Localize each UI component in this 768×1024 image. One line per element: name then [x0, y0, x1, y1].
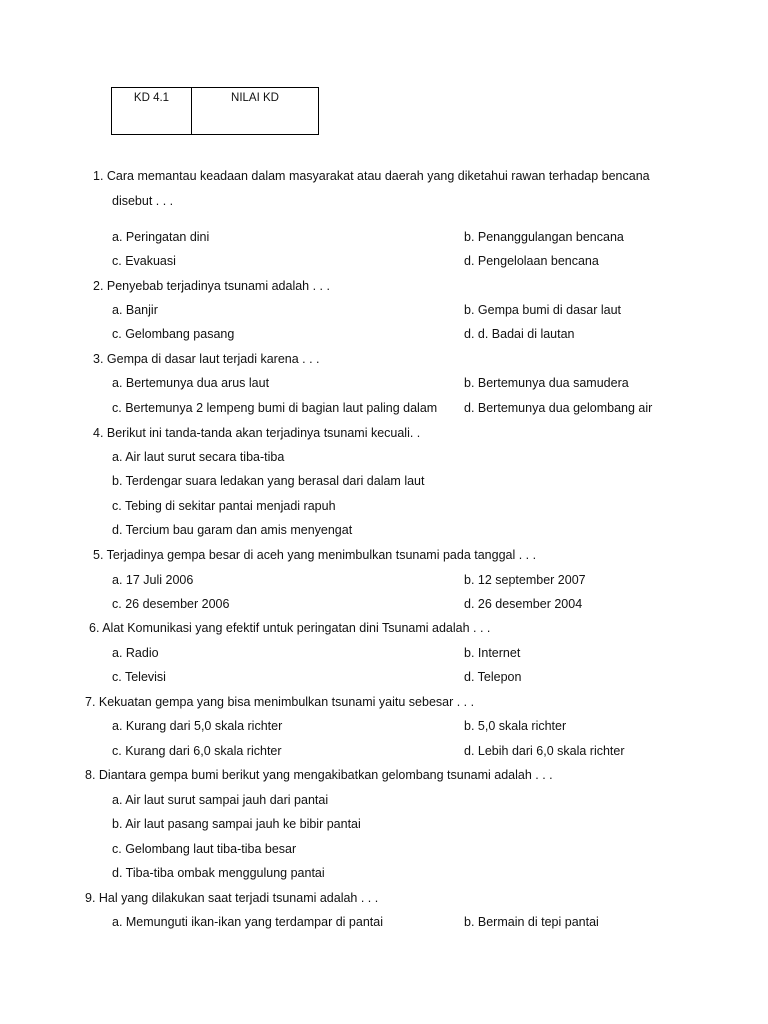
question-2-option-c[interactable]: c. Gelombang pasang: [112, 327, 235, 341]
question-5-text: 5. Terjadinya gempa besar di aceh yang menimbulkan tsunami pada tanggal . . .: [93, 548, 537, 562]
question-5-option-a[interactable]: a. 17 Juli 2006: [112, 573, 194, 587]
kd-score-cell: NILAI KD: [192, 88, 319, 135]
question-1-option-c[interactable]: c. Evakuasi: [112, 254, 176, 268]
question-5-option-c[interactable]: c. 26 desember 2006: [112, 597, 230, 611]
question-5-option-d[interactable]: d. 26 desember 2004: [464, 597, 583, 611]
question-8-option-d[interactable]: d. Tiba-tiba ombak menggulung pantai: [112, 866, 325, 880]
question-1-text: 1. Cara memantau keadaan dalam masyarakat atau daerah yang diketahui rawan terhadap bencana: [93, 169, 650, 183]
question-7-option-b[interactable]: b. 5,0 skala richter: [464, 719, 567, 733]
question-7-option-c[interactable]: c. Kurang dari 6,0 skala richter: [112, 744, 282, 758]
question-8-option-c[interactable]: c. Gelombang laut tiba-tiba besar: [112, 842, 297, 856]
question-8-option-a[interactable]: a. Air laut surut sampai jauh dari pantai: [112, 793, 329, 807]
question-9-option-a[interactable]: a. Memunguti ikan-ikan yang terdampar di pantai: [112, 915, 383, 929]
question-1-option-a[interactable]: a. Peringatan dini: [112, 230, 210, 244]
question-7-text: 7. Kekuatan gempa yang bisa menimbulkan tsunami yaitu sebesar . . .: [85, 695, 475, 709]
question-3-option-d[interactable]: d. Bertemunya dua gelombang air: [464, 401, 653, 415]
question-7-option-a[interactable]: a. Kurang dari 5,0 skala richter: [112, 719, 283, 733]
question-4-option-d[interactable]: d. Tercium bau garam dan amis menyengat: [112, 523, 353, 537]
question-3-option-b[interactable]: b. Bertemunya dua samudera: [464, 376, 629, 390]
question-1-option-b[interactable]: b. Penanggulangan bencana: [464, 230, 624, 244]
question-1-option-d[interactable]: d. Pengelolaan bencana: [464, 254, 599, 268]
question-2-option-b[interactable]: b. Gempa bumi di dasar laut: [464, 303, 622, 317]
question-4-option-a[interactable]: a. Air laut surut secara tiba-tiba: [112, 450, 285, 464]
question-1-text-cont: disebut . . .: [112, 194, 174, 208]
question-8-text: 8. Diantara gempa bumi berikut yang mengakibatkan gelombang tsunami adalah . . .: [85, 768, 553, 782]
question-3-text: 3. Gempa di dasar laut terjadi karena . . .: [93, 352, 320, 366]
question-4-option-c[interactable]: c. Tebing di sekitar pantai menjadi rapuh: [112, 499, 336, 513]
question-7-option-d[interactable]: d. Lebih dari 6,0 skala richter: [464, 744, 625, 758]
question-4-text: 4. Berikut ini tanda-tanda akan terjadinya tsunami kecuali. .: [93, 426, 421, 440]
question-3-option-a[interactable]: a. Bertemunya dua arus laut: [112, 376, 270, 390]
question-2-option-d[interactable]: d. d. Badai di lautan: [464, 327, 575, 341]
question-8-option-b[interactable]: b. Air laut pasang sampai jauh ke bibir pantai: [112, 817, 361, 831]
question-2-option-a[interactable]: a. Banjir: [112, 303, 158, 317]
question-6-option-c[interactable]: c. Televisi: [112, 670, 166, 684]
kd-label-cell: KD 4.1: [112, 88, 192, 135]
question-6-option-d[interactable]: d. Telepon: [464, 670, 522, 684]
question-3-option-c[interactable]: c. Bertemunya 2 lempeng bumi di bagian laut paling dalam: [112, 401, 438, 415]
question-4-option-b[interactable]: b. Terdengar suara ledakan yang berasal dari dalam laut: [112, 474, 425, 488]
kd-score-table: [111, 87, 319, 135]
question-5-option-b[interactable]: b. 12 september 2007: [464, 573, 586, 587]
question-6-option-a[interactable]: a. Radio: [112, 646, 159, 660]
question-6-option-b[interactable]: b. Internet: [464, 646, 521, 660]
question-9-option-b[interactable]: b. Bermain di tepi pantai: [464, 915, 599, 929]
question-9-text: 9. Hal yang dilakukan saat terjadi tsunami adalah . . .: [85, 891, 379, 905]
question-2-text: 2. Penyebab terjadinya tsunami adalah . . .: [93, 279, 330, 293]
question-6-text: 6. Alat Komunikasi yang efektif untuk peringatan dini Tsunami adalah . . .: [89, 621, 491, 635]
